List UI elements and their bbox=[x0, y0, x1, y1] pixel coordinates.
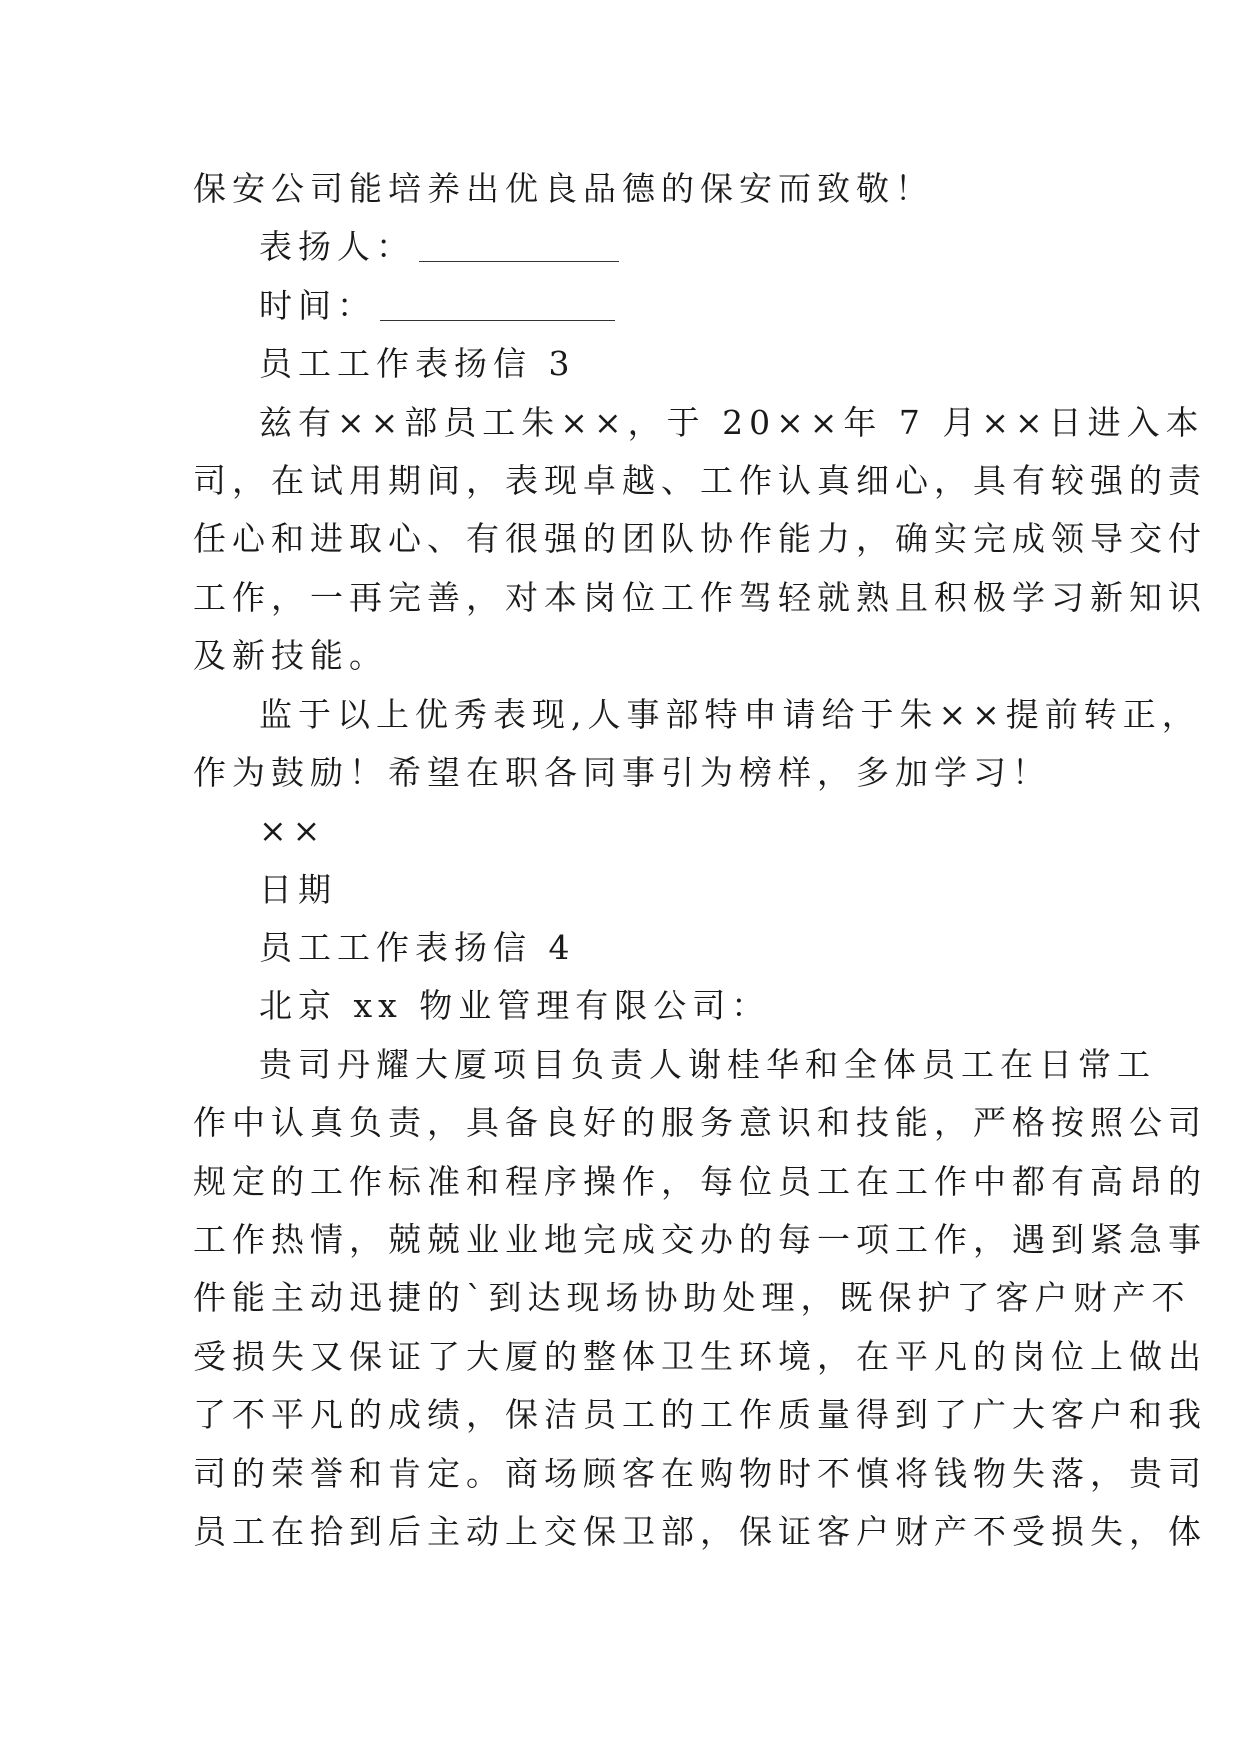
text-line bbox=[193, 802, 1053, 860]
text-line bbox=[193, 1269, 1191, 1327]
text-line-content: 保安公司能培养出优良品德的保安而致敬！ bbox=[193, 169, 934, 208]
document-body bbox=[193, 160, 1207, 1561]
text-line bbox=[193, 510, 1207, 568]
text-line bbox=[193, 1211, 1207, 1269]
text-line-content: 工作，一再完善，对本岗位工作驾轻就熟且积极学习新知识 bbox=[193, 577, 1207, 617]
text-line-content: 规定的工作标准和程序操作，每位员工在工作中都有高昂的 bbox=[193, 1161, 1207, 1201]
text-line bbox=[193, 277, 1053, 335]
fill-in-blank-underline bbox=[419, 227, 619, 262]
text-line-content: 司的荣誉和肯定。商场顾客在购物时不慎将钱物失落，贵司 bbox=[193, 1453, 1207, 1493]
text-line-content: 北京 xx 物业管理有限公司： bbox=[259, 986, 771, 1026]
text-line bbox=[193, 1094, 1207, 1152]
text-line-content: 时间： bbox=[259, 285, 376, 325]
text-line-content: 员工在拾到后主动上交保卫部，保证客户财产不受损失，体 bbox=[193, 1511, 1207, 1551]
text-line bbox=[193, 160, 1053, 218]
text-line-content: 作为鼓励！希望在职各同事引为榜样，多加学习！ bbox=[193, 752, 1051, 792]
text-line-content: 兹有××部员工朱××，于 20××年 7 月××日进入本 bbox=[259, 402, 1205, 442]
text-line bbox=[193, 861, 1053, 919]
text-line bbox=[193, 919, 1053, 977]
text-line-content: 件能主动迅捷的`到达现场协助处理，既保护了客户财产不 bbox=[193, 1278, 1191, 1318]
text-line-content: 了不平凡的成绩，保洁员工的工作质量得到了广大客户和我 bbox=[193, 1395, 1207, 1435]
text-line bbox=[193, 1153, 1207, 1211]
text-line-content: 司，在试用期间，表现卓越、工作认真细心，具有较强的责 bbox=[193, 460, 1207, 500]
fill-in-blank-underline bbox=[380, 286, 615, 321]
text-line bbox=[193, 218, 1053, 276]
text-line-content: 员工工作表扬信 4 bbox=[259, 928, 576, 968]
text-line-content: ×× bbox=[259, 811, 327, 851]
text-line bbox=[193, 627, 1053, 685]
text-line bbox=[193, 335, 1053, 393]
text-line bbox=[193, 1445, 1207, 1503]
text-line-content: 受损失又保证了大厦的整体卫生环境，在平凡的岗位上做出 bbox=[193, 1336, 1207, 1376]
text-line-content: 日期 bbox=[259, 869, 337, 909]
text-line bbox=[193, 452, 1207, 510]
text-line-content: 工作热情，兢兢业业地完成交办的每一项工作，遇到紧急事 bbox=[193, 1220, 1207, 1260]
text-line bbox=[193, 569, 1207, 627]
text-line-content: 及新技能。 bbox=[193, 636, 388, 676]
text-line bbox=[193, 394, 1205, 452]
text-line bbox=[193, 744, 1053, 802]
text-line bbox=[193, 1503, 1207, 1561]
text-line-content: 作中认真负责，具备良好的服务意识和技能，严格按照公司 bbox=[193, 1103, 1207, 1143]
text-line-content: 任心和进取心、有很强的团队协作能力，确实完成领导交付 bbox=[193, 519, 1207, 559]
text-line bbox=[193, 1386, 1207, 1444]
text-line bbox=[193, 1328, 1207, 1386]
text-line bbox=[193, 1036, 1156, 1094]
text-line-content: 员工工作表扬信 3 bbox=[259, 344, 576, 384]
text-line-content: 监于以上优秀表现,人事部特申请给于朱××提前转正， bbox=[259, 694, 1201, 734]
text-line bbox=[193, 686, 1201, 744]
text-line-content: 表扬人： bbox=[259, 227, 415, 267]
text-line bbox=[193, 977, 1053, 1035]
text-line-content: 贵司丹耀大厦项目负责人谢桂华和全体员工在日常工 bbox=[259, 1044, 1156, 1084]
